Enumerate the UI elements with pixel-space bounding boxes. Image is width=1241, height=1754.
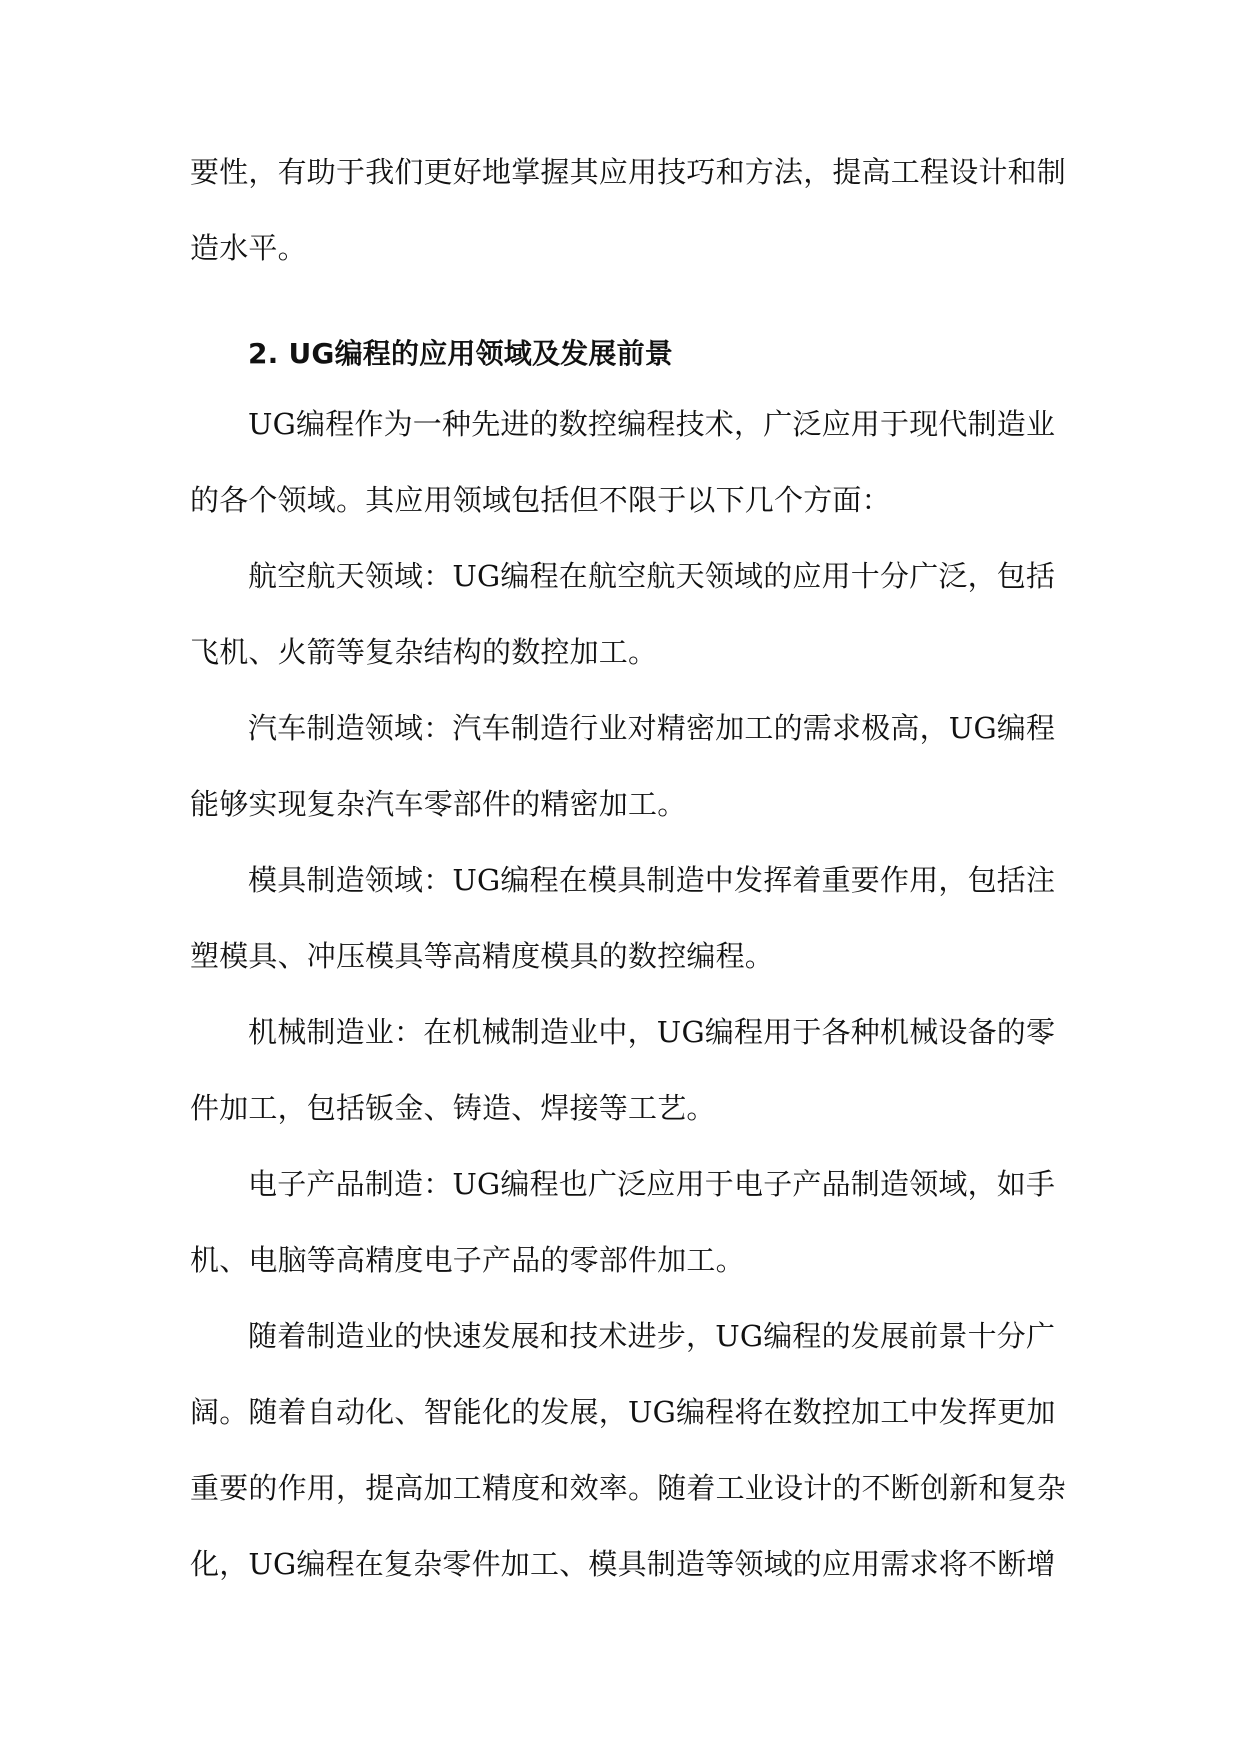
paragraph-line: 电子产品制造：UG编程也广泛应用于电子产品制造领域，如手 [248,1167,1056,1201]
paragraph-line: 化，UG编程在复杂零件加工、模具制造等领域的应用需求将不断增 [190,1547,1056,1581]
paragraph-line: 要性，有助于我们更好地掌握其应用技巧和方法，提高工程设计和制 [190,155,1067,189]
paragraph-line: 模具制造领域：UG编程在模具制造中发挥着重要作用，包括注 [248,863,1056,897]
paragraph-line: 汽车制造领域：汽车制造行业对精密加工的需求极高，UG编程 [248,711,1056,745]
paragraph-line: 机、电脑等高精度电子产品的零部件加工。 [190,1243,745,1277]
paragraph-line: 航空航天领域：UG编程在航空航天领域的应用十分广泛，包括 [248,559,1056,593]
paragraph-line: 造水平。 [190,231,307,265]
paragraph-line: 随着制造业的快速发展和技术进步，UG编程的发展前景十分广 [248,1319,1056,1353]
paragraph-line: 件加工，包括钣金、铸造、焊接等工艺。 [190,1091,716,1125]
paragraph-line: 阔。随着自动化、智能化的发展，UG编程将在数控加工中发挥更加 [190,1395,1056,1429]
paragraph-line: UG编程作为一种先进的数控编程技术，广泛应用于现代制造业 [248,407,1056,441]
section-heading: 2. UG编程的应用领域及发展前景 [248,337,673,370]
paragraph-line: 塑模具、冲压模具等高精度模具的数控编程。 [190,939,775,973]
paragraph-line: 重要的作用，提高加工精度和效率。随着工业设计的不断创新和复杂 [190,1471,1067,1505]
paragraph-line: 能够实现复杂汽车零部件的精密加工。 [190,787,687,821]
paragraph-line: 飞机、火箭等复杂结构的数控加工。 [190,635,658,669]
paragraph-line: 机械制造业：在机械制造业中，UG编程用于各种机械设备的零 [248,1015,1056,1049]
paragraph-line: 的各个领域。其应用领域包括但不限于以下几个方面： [190,483,891,517]
